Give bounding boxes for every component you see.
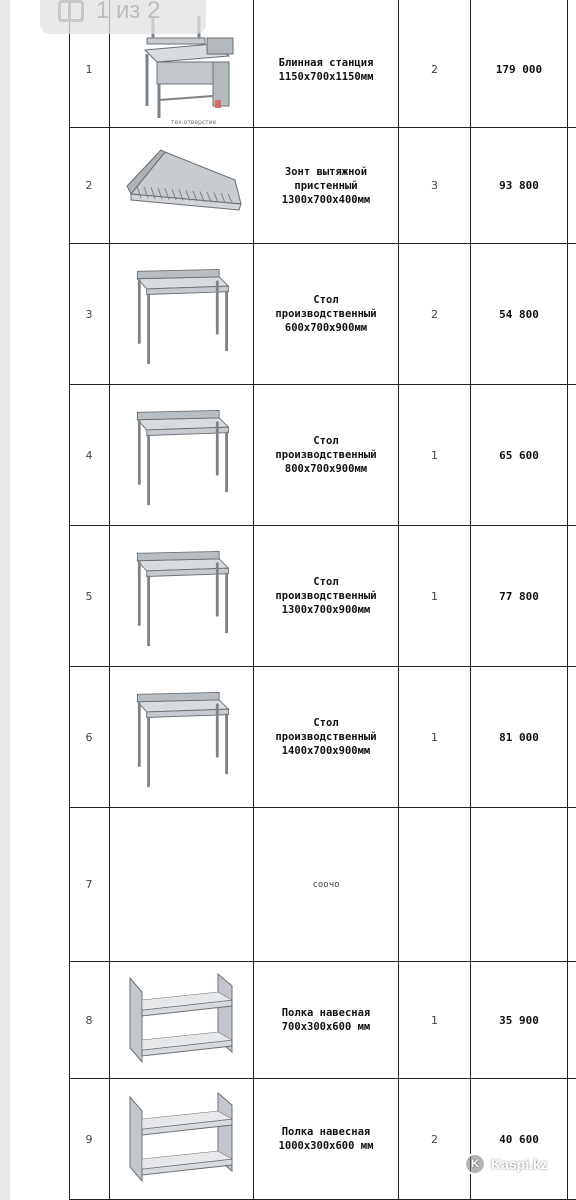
table-row <box>69 1079 576 1200</box>
wall-shelf-illustration <box>122 970 242 1070</box>
work-table-illustration <box>117 399 247 511</box>
row-number: 7 <box>85 878 93 891</box>
faint-product-name: соочо <box>312 879 340 890</box>
product-name: Стол производственный 600х700х900мм <box>275 294 377 334</box>
product-image <box>110 962 253 1078</box>
table-row <box>69 244 576 385</box>
product-name: Стол производственный 1300х700х900мм <box>275 576 377 616</box>
kaspi-logo-icon: K <box>464 1153 486 1175</box>
product-name: Полка навесная 1000х300х600 мм <box>278 1126 374 1152</box>
row-number: 4 <box>85 448 93 462</box>
row-number: 5 <box>85 589 93 603</box>
table-row <box>69 526 576 667</box>
wall-shelf-illustration <box>122 1089 242 1189</box>
product-name: Стол производственный 1400х700х900мм <box>275 717 377 757</box>
row-number: 3 <box>85 307 93 321</box>
crepe-station-note: тех.отверстие <box>170 118 216 126</box>
work-table-illustration <box>117 681 247 793</box>
price: 81 000 <box>499 730 539 744</box>
row-number: 2 <box>85 179 93 192</box>
work-table-illustration <box>117 258 247 370</box>
quantity: 2 <box>431 63 438 76</box>
quantity: 2 <box>431 307 438 321</box>
product-image <box>110 526 253 666</box>
quantity: 1 <box>431 1013 438 1027</box>
price: 40 600 <box>499 1132 539 1146</box>
product-image <box>110 808 253 961</box>
page-counter[interactable] <box>40 0 206 34</box>
exhaust-hood-illustration <box>117 146 247 226</box>
row-number: 6 <box>85 730 93 744</box>
product-name: Блинная станция 1150х700х1150мм <box>278 56 374 83</box>
table-row <box>69 808 576 962</box>
table-row <box>69 962 576 1079</box>
table-row <box>69 385 576 526</box>
price: 65 600 <box>499 448 539 462</box>
kaspi-watermark <box>464 1152 548 1176</box>
product-image <box>110 1079 253 1199</box>
product-image <box>110 667 253 807</box>
price: 54 800 <box>499 307 539 321</box>
product-name: Полка навесная 700х300х600 мм <box>281 1007 371 1033</box>
table-row <box>69 128 576 244</box>
price: 93 800 <box>499 179 539 192</box>
quantity <box>399 808 470 961</box>
page-counter-label: 1 из 2 <box>96 0 161 24</box>
price: 35 900 <box>499 1013 539 1027</box>
product-image <box>110 385 253 525</box>
price: 179 000 <box>495 63 543 76</box>
quantity: 1 <box>431 730 438 744</box>
product-image <box>110 244 253 384</box>
product-name: Стол производственный 800х700х900мм <box>275 435 377 475</box>
row-number: 9 <box>85 1132 93 1146</box>
row-number: 1 <box>85 63 93 76</box>
page-left-edge <box>0 0 10 1200</box>
quantity: 1 <box>431 448 438 462</box>
watermark-text: Kaspi.kz <box>491 1156 548 1172</box>
quantity: 2 <box>431 1132 438 1146</box>
price: 77 800 <box>499 589 539 603</box>
product-name: Зонт вытяжной пристенный 1300х700х400мм <box>281 165 371 206</box>
row-number: 8 <box>85 1013 93 1027</box>
product-image <box>110 128 253 243</box>
page-thumbnails-icon[interactable] <box>58 0 84 22</box>
quantity: 1 <box>431 589 438 603</box>
price <box>471 808 567 961</box>
work-table-illustration <box>117 540 247 652</box>
quantity: 3 <box>431 179 438 192</box>
table-row <box>69 667 576 808</box>
